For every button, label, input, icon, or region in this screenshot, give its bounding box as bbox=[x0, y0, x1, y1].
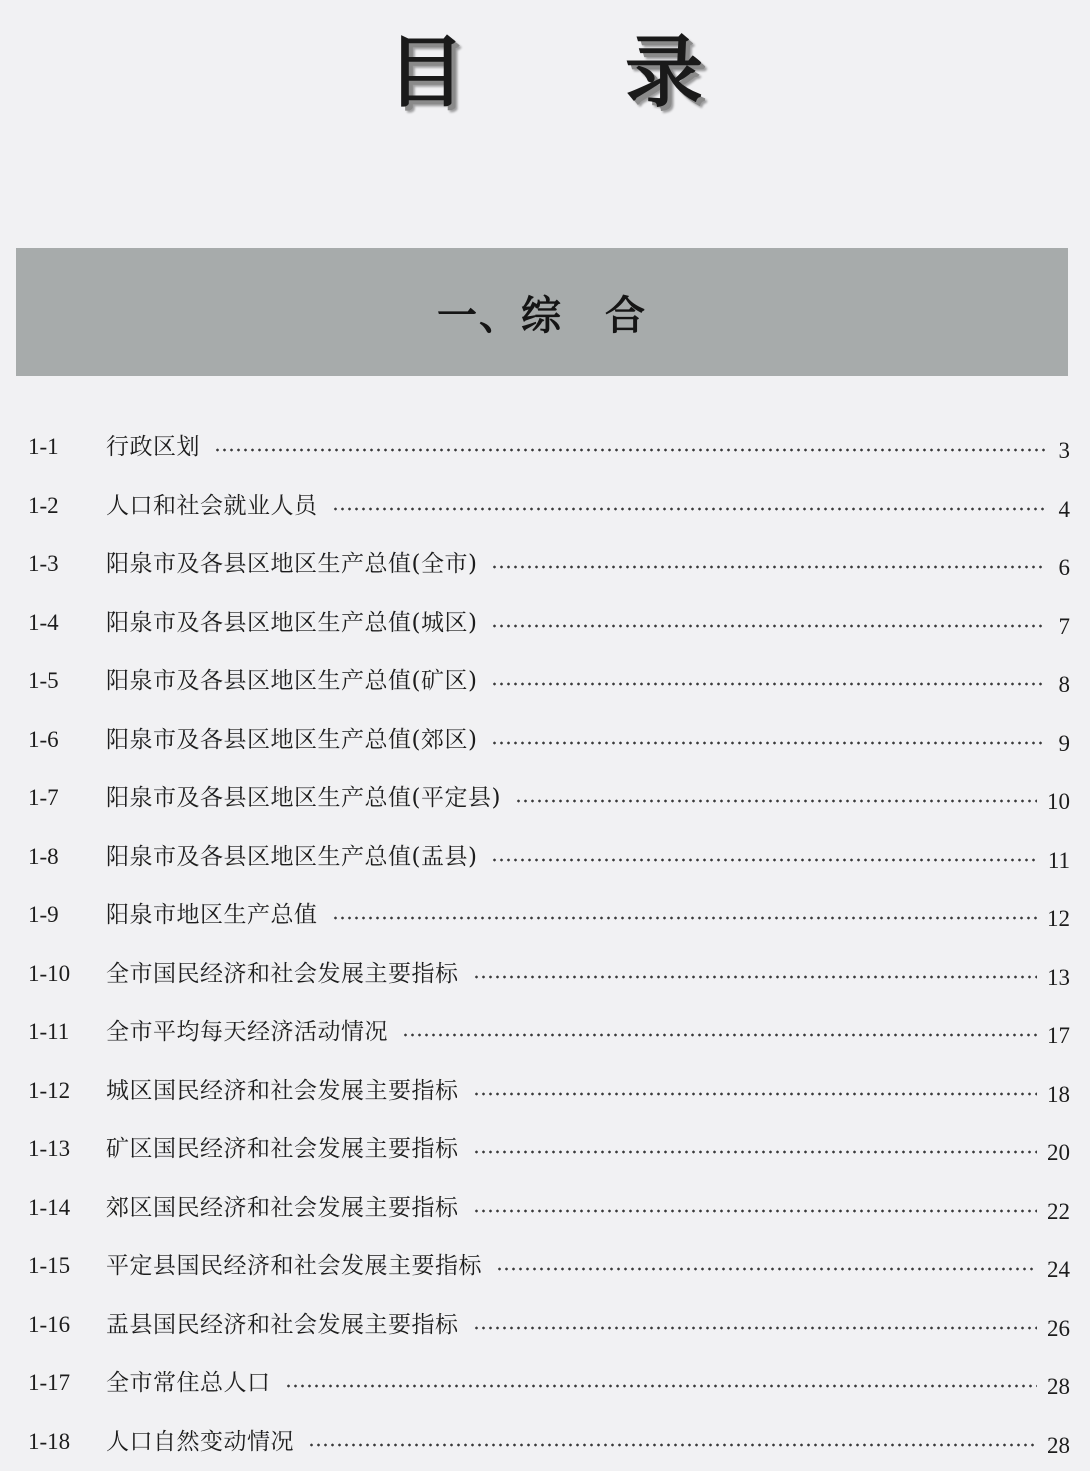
toc-entry-title: 行政区划 bbox=[106, 432, 200, 462]
toc-entry[interactable] bbox=[28, 1062, 1070, 1121]
toc-entry-number: 1-11 bbox=[28, 1017, 106, 1047]
toc-entry-number: 1-3 bbox=[28, 549, 106, 579]
toc-entry-number: 1-8 bbox=[28, 842, 106, 872]
toc-entry-title: 人口自然变动情况 bbox=[106, 1427, 294, 1457]
toc-entry-page-number: 12 bbox=[1047, 904, 1070, 934]
toc-entry-page-number: 28 bbox=[1047, 1431, 1070, 1461]
toc-entry-page-number: 13 bbox=[1047, 963, 1070, 993]
toc-entry-page-number: 24 bbox=[1047, 1255, 1070, 1285]
toc-entry-title: 阳泉市及各县区地区生产总值(城区) bbox=[106, 608, 477, 638]
toc-entry-title: 阳泉市及各县区地区生产总值(平定县) bbox=[106, 783, 501, 813]
toc-entry-title: 阳泉市及各县区地区生产总值(全市) bbox=[106, 549, 477, 579]
toc-entry-title: 全市常住总人口 bbox=[106, 1368, 271, 1398]
toc-entry-number: 1-12 bbox=[28, 1076, 106, 1106]
toc-entry-number: 1-17 bbox=[28, 1368, 106, 1398]
toc-entry-title: 城区国民经济和社会发展主要指标 bbox=[106, 1076, 459, 1106]
toc-entry-number: 1-13 bbox=[28, 1134, 106, 1164]
toc-entry-page-number: 11 bbox=[1048, 846, 1070, 876]
toc-entry-page-number: 18 bbox=[1047, 1080, 1070, 1110]
toc-dot-leader bbox=[473, 975, 1038, 979]
toc-entry[interactable] bbox=[28, 828, 1070, 887]
toc-entry-number: 1-6 bbox=[28, 725, 106, 755]
toc-entry-page-number: 28 bbox=[1047, 1372, 1070, 1402]
toc-entry[interactable] bbox=[28, 769, 1070, 828]
toc-entry[interactable] bbox=[28, 886, 1070, 945]
toc-entry-number: 1-2 bbox=[28, 491, 106, 521]
toc-entry[interactable] bbox=[28, 1296, 1070, 1355]
toc-dot-leader bbox=[491, 858, 1037, 862]
toc-entry-title: 郊区国民经济和社会发展主要指标 bbox=[106, 1193, 459, 1223]
toc-entry-title: 全市国民经济和社会发展主要指标 bbox=[106, 959, 459, 989]
page-title-char-1: 目 bbox=[387, 28, 465, 118]
toc-dot-leader bbox=[214, 448, 1046, 452]
toc-entry-number: 1-18 bbox=[28, 1427, 106, 1457]
toc-entry-title: 盂县国民经济和社会发展主要指标 bbox=[106, 1310, 459, 1340]
toc-entry-title: 矿区国民经济和社会发展主要指标 bbox=[106, 1134, 459, 1164]
toc-entry-number: 1-5 bbox=[28, 666, 106, 696]
page-title bbox=[0, 28, 1090, 118]
toc-dot-leader bbox=[332, 916, 1038, 920]
toc-entry-page-number: 8 bbox=[1056, 670, 1070, 700]
toc-entry[interactable] bbox=[28, 945, 1070, 1004]
page-title-char-2: 录 bbox=[625, 28, 703, 118]
toc-entry-page-number: 17 bbox=[1047, 1021, 1070, 1051]
toc-entry-title: 平定县国民经济和社会发展主要指标 bbox=[106, 1251, 482, 1281]
toc-dot-leader bbox=[491, 624, 1046, 628]
toc-entry-number: 1-1 bbox=[28, 432, 106, 462]
toc-entry[interactable] bbox=[28, 1179, 1070, 1238]
toc-entry-page-number: 4 bbox=[1056, 495, 1070, 525]
toc-entry-page-number: 26 bbox=[1047, 1314, 1070, 1344]
toc-entry-page-number: 9 bbox=[1056, 729, 1070, 759]
section-banner bbox=[16, 248, 1068, 376]
toc-entry[interactable] bbox=[28, 652, 1070, 711]
section-title: 一、综 合 bbox=[437, 284, 647, 341]
toc-dot-leader bbox=[491, 741, 1046, 745]
toc-entry-title: 全市平均每天经济活动情况 bbox=[106, 1017, 388, 1047]
toc-dot-leader bbox=[491, 682, 1046, 686]
toc-entry-page-number: 3 bbox=[1056, 436, 1070, 466]
toc-dot-leader bbox=[473, 1150, 1038, 1154]
toc-entry-page-number: 22 bbox=[1047, 1197, 1070, 1227]
toc-entry-number: 1-10 bbox=[28, 959, 106, 989]
toc-dot-leader bbox=[515, 799, 1037, 803]
toc-entry-title: 阳泉市及各县区地区生产总值(矿区) bbox=[106, 666, 477, 696]
toc-dot-leader bbox=[496, 1267, 1037, 1271]
toc-dot-leader bbox=[473, 1092, 1038, 1096]
toc-dot-leader bbox=[473, 1326, 1038, 1330]
toc-entry[interactable] bbox=[28, 535, 1070, 594]
toc-entry[interactable] bbox=[28, 1003, 1070, 1062]
toc-entry[interactable] bbox=[28, 418, 1070, 477]
toc-entry-title: 阳泉市及各县区地区生产总值(郊区) bbox=[106, 725, 477, 755]
toc-entry-title: 人口和社会就业人员 bbox=[106, 491, 318, 521]
toc-dot-leader bbox=[332, 507, 1047, 511]
toc-entry-number: 1-14 bbox=[28, 1193, 106, 1223]
toc-entry-page-number: 7 bbox=[1056, 612, 1070, 642]
toc-dot-leader bbox=[308, 1443, 1037, 1447]
toc-entry[interactable] bbox=[28, 1413, 1070, 1471]
toc-entry[interactable] bbox=[28, 1237, 1070, 1296]
toc-list bbox=[28, 418, 1070, 1471]
toc-dot-leader bbox=[402, 1033, 1037, 1037]
toc-entry[interactable] bbox=[28, 711, 1070, 770]
toc-entry-number: 1-9 bbox=[28, 900, 106, 930]
toc-entry-page-number: 10 bbox=[1047, 787, 1070, 817]
toc-dot-leader bbox=[491, 565, 1046, 569]
toc-entry-title: 阳泉市及各县区地区生产总值(盂县) bbox=[106, 842, 477, 872]
toc-entry[interactable] bbox=[28, 477, 1070, 536]
toc-entry-title: 阳泉市地区生产总值 bbox=[106, 900, 318, 930]
toc-entry[interactable] bbox=[28, 1120, 1070, 1179]
toc-entry-number: 1-4 bbox=[28, 608, 106, 638]
toc-entry-number: 1-16 bbox=[28, 1310, 106, 1340]
toc-entry-page-number: 20 bbox=[1047, 1138, 1070, 1168]
toc-dot-leader bbox=[285, 1384, 1038, 1388]
toc-entry-number: 1-15 bbox=[28, 1251, 106, 1281]
toc-entry[interactable] bbox=[28, 594, 1070, 653]
toc-entry-page-number: 6 bbox=[1056, 553, 1070, 583]
toc-entry-number: 1-7 bbox=[28, 783, 106, 813]
toc-entry[interactable] bbox=[28, 1354, 1070, 1413]
toc-dot-leader bbox=[473, 1209, 1038, 1213]
